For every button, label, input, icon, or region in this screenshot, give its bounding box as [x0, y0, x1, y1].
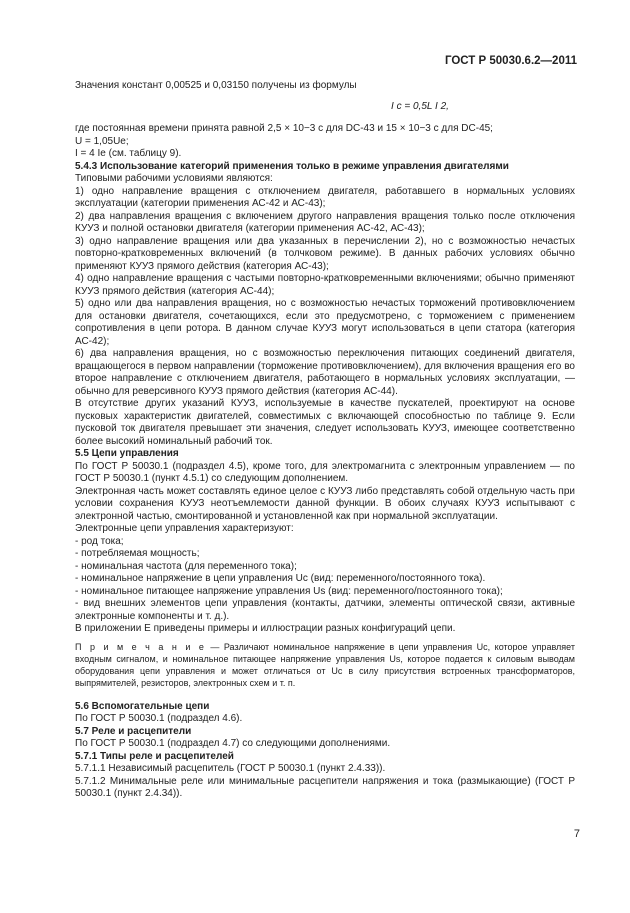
list-item: 3) одно направление вращения или два указанных в перечислении 2), но с возможностью нечастых повторно-кратковременных включений (в толчковом режиме). В данных рабочих условиях обычно применяют КУУЗ прямого действия (категория АС-43);	[75, 235, 575, 272]
section-heading-5-5: 5.5 Цепи управления	[75, 448, 179, 459]
list-item: 6) два направления вращения, но с возможностью переключения питающих соединений двигателя, вращающегося в первом направлении (торможение противовключением), для включения вращения его во второе направление с отключением двигателя, работающего в нормальных условиях эксплуатации, — обычно для реверсивного КУУЗ прямого действия (категория АС-44).	[75, 348, 575, 397]
paragraph-5-7-1-1: 5.7.1.1 Независимый расцепитель (ГОСТ Р 50030.1 (пункт 2.4.33)).	[75, 763, 386, 774]
list-item: 1) одно направление вращения с отключением двигателя, работавшего в нормальных условиях эксплуатации (категории применения АС-42 и АС-43);	[75, 185, 575, 209]
note-text: — Различают номинальное напряжение в цепи управления Uc, которое управляет входным сигналом, и номинальное питающее напряжение управления Us, которое подается к силовым выводам оборудования цепи управления и может отличаться от Uc в силу присутствия встроенных трансформаторов, выпрямителей, резисторов, электронных схем и т. п.	[75, 641, 575, 688]
list-item: 2) два направления вращения с включением другого направления вращения только после отключения КУУЗ и полной остановки двигателя (категории применения АС-42, АС-43);	[75, 210, 575, 234]
document-body	[75, 80, 575, 801]
dash-item: - вид внешних элементов цепи управления (контакты, датчики, элементы оптической связи, активные электронные компоненты и т. д.).	[75, 598, 575, 622]
dash-item: - потребляемая мощность;	[75, 548, 200, 559]
dash-item: - номинальное напряжение в цепи управления Uc (вид: переменного/постоянного тока).	[75, 573, 486, 584]
paragraph-5-7: По ГОСТ Р 50030.1 (подраздел 4.7) со следующими дополнениями.	[75, 738, 391, 749]
section-heading-5-4-3: 5.4.3 Использование категорий применения только в режиме управления двигателями	[75, 160, 509, 172]
paragraph-typical: Типовыми рабочими условиями являются:	[75, 173, 273, 184]
formula-text: I c = 0,5L I 2,	[391, 100, 449, 112]
note	[75, 641, 575, 689]
paragraph-5-7-1-2: 5.7.1.2 Минимальные реле или минимальные расцепители напряжения и тока (размыкающие) (ГОСТ Р 50030.1 (пункт 2.4.34)).	[75, 775, 575, 799]
dash-item: - номинальная частота (для переменного тока);	[75, 560, 297, 572]
paragraph-i: I = 4 Ie (см. таблицу 9).	[75, 148, 182, 159]
dash-item: - род тока;	[75, 535, 124, 547]
page-number: 7	[573, 828, 580, 840]
list-item: 4) одно направление вращения с частыми повторно-кратковременными включениями; обычно применяют КУУЗ прямого действия (категория АС-44);	[75, 273, 575, 297]
paragraph-5-5a: По ГОСТ Р 50030.1 (подраздел 4.5), кроме того, для электромагнита с электронным управлением — по ГОСТ Р 50030.1 (пункт 4.5.1) со следующим дополнением.	[75, 460, 575, 484]
paragraph-u: U = 1,05Ue;	[75, 135, 129, 147]
paragraph-5-5d: В приложении Е приведены примеры и иллюстрации разных конфигураций цепи.	[75, 623, 456, 634]
paragraph-constants: Значения констант 0,00525 и 0,03150 получены из формулы	[75, 80, 357, 91]
section-heading-5-7-1: 5.7.1 Типы реле и расцепителей	[75, 750, 234, 762]
paragraph-where: где постоянная времени принята равной 2,5 × 10−3 с для DC-43 и 15 × 10−3 с для DC-45;	[75, 123, 493, 134]
formula	[75, 101, 575, 114]
note-label: П р и м е ч а н и е	[75, 641, 206, 652]
paragraph-5-5b: Электронная часть может составлять единое целое с КУУЗ либо представлять собой отдельную часть при условии сохранения КУУЗ неотъемлемости данной функции. В обоих случаях КУУЗ испытывают с электронной частью, смонтированной и установленной как при нормальной эксплуатации.	[75, 485, 575, 522]
section-heading-5-7: 5.7 Реле и расцепители	[75, 725, 192, 737]
document-header: ГОСТ Р 50030.6.2—2011	[444, 55, 577, 67]
list-item: 5) одно или два направления вращения, но с возможностью нечастых торможений противовключением для остановки двигателя, сочетающихся, если это предусмотрено, с торможением с применением сопротивления в цепи ротора. В данном случае КУУЗ могут использоваться в цепи статора (категория АС-42);	[75, 298, 575, 347]
section-heading-5-6: 5.6 Вспомогательные цепи	[75, 700, 210, 712]
paragraph-5-6: По ГОСТ Р 50030.1 (подраздел 4.6).	[75, 713, 243, 724]
paragraph-absence: В отсутствие других указаний КУУЗ, используемые в качестве пускателей, проектируют на основе пусковых характеристик двигателей, совместимых с включающей способностью по таблице 9. Если пусковой ток двигателя превышает эти значения, следует использовать КУУЗ, имеющее соответственно более высокий номинальный рабочий ток.	[75, 398, 575, 447]
paragraph-5-5c: Электронные цепи управления характеризуют:	[75, 523, 294, 534]
dash-item: - номинальное питающее напряжение управления Us (вид: переменного/постоянного тока);	[75, 585, 503, 597]
